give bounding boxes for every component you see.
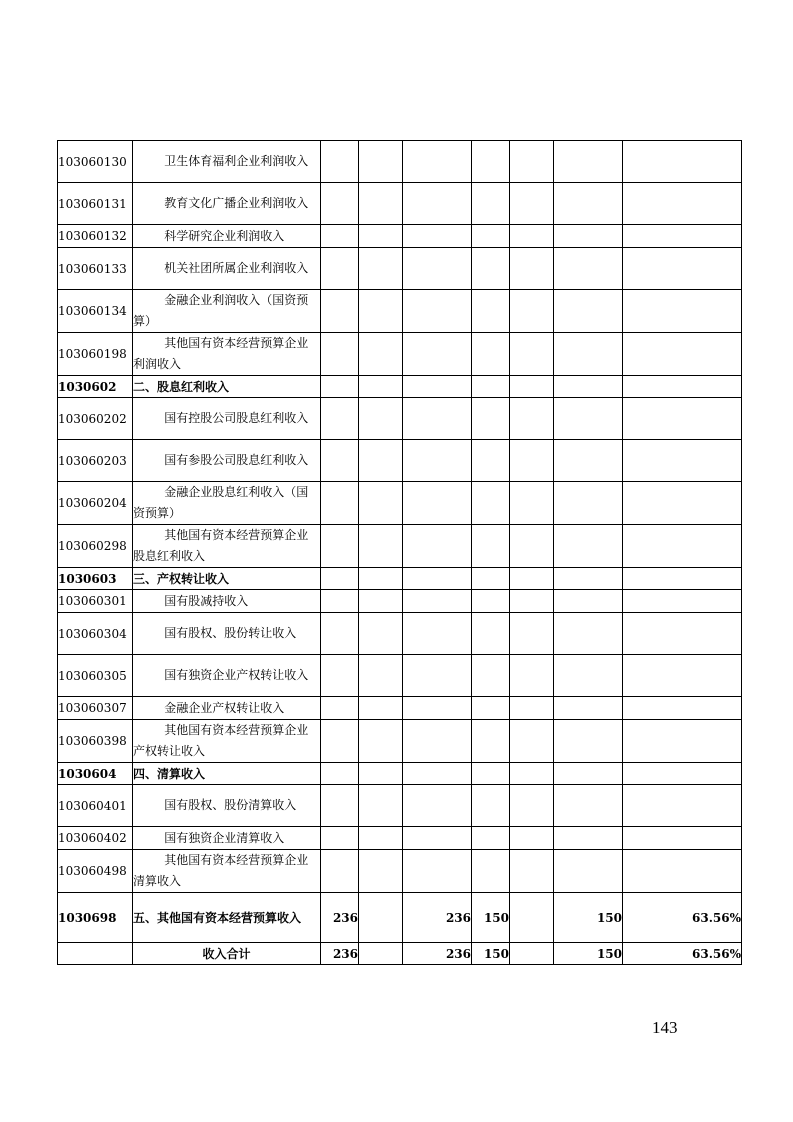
table-row bbox=[58, 655, 742, 697]
value-cell bbox=[472, 440, 510, 482]
value-cell bbox=[403, 785, 472, 827]
value-cell bbox=[554, 850, 623, 893]
row-name bbox=[133, 290, 321, 333]
row-name bbox=[133, 398, 321, 440]
row-name bbox=[133, 141, 321, 183]
value-cell bbox=[623, 697, 742, 720]
row-code: 103060307 bbox=[58, 697, 133, 720]
value-cell bbox=[554, 376, 623, 398]
value-cell bbox=[403, 568, 472, 590]
table-row bbox=[58, 225, 742, 248]
value-cell bbox=[403, 376, 472, 398]
table-row bbox=[58, 525, 742, 568]
value-cell bbox=[321, 333, 359, 376]
value-cell bbox=[321, 827, 359, 850]
row-name-text: 国有控股公司股息红利收入 bbox=[164, 411, 309, 425]
value-cell bbox=[554, 141, 623, 183]
value-cell bbox=[510, 613, 554, 655]
value-cell bbox=[510, 333, 554, 376]
value-cell bbox=[403, 525, 472, 568]
value-cell bbox=[510, 893, 554, 943]
value-cell bbox=[321, 225, 359, 248]
value-cell bbox=[510, 290, 554, 333]
value-cell bbox=[403, 850, 472, 893]
value-cell bbox=[359, 225, 403, 248]
row-name-text: 三、产权转让收入 bbox=[133, 571, 230, 586]
value-cell bbox=[359, 440, 403, 482]
total-value-cell: 150 bbox=[554, 943, 623, 965]
value-cell bbox=[472, 655, 510, 697]
value-cell bbox=[554, 613, 623, 655]
value-cell bbox=[623, 720, 742, 763]
value-cell bbox=[403, 697, 472, 720]
row-code: 103060198 bbox=[58, 333, 133, 376]
row-name bbox=[133, 525, 321, 568]
value-cell bbox=[403, 141, 472, 183]
table-row bbox=[58, 290, 742, 333]
table-row bbox=[58, 893, 742, 943]
row-name bbox=[133, 568, 321, 590]
table-row bbox=[58, 568, 742, 590]
row-name bbox=[133, 827, 321, 850]
row-code: 103060131 bbox=[58, 183, 133, 225]
value-cell bbox=[321, 398, 359, 440]
row-name-text: 其他国有资本经营预算企业产权转让收入 bbox=[133, 723, 309, 758]
value-cell bbox=[510, 398, 554, 440]
row-code: 103060301 bbox=[58, 590, 133, 613]
value-cell bbox=[359, 568, 403, 590]
value-cell bbox=[321, 763, 359, 785]
row-code: 1030604 bbox=[58, 763, 133, 785]
row-code: 103060204 bbox=[58, 482, 133, 525]
value-cell bbox=[359, 613, 403, 655]
table-row bbox=[58, 785, 742, 827]
value-cell bbox=[623, 590, 742, 613]
value-cell bbox=[623, 655, 742, 697]
value-cell bbox=[554, 720, 623, 763]
value-cell bbox=[359, 482, 403, 525]
row-name bbox=[133, 850, 321, 893]
value-cell bbox=[510, 850, 554, 893]
value-cell bbox=[623, 333, 742, 376]
value-cell bbox=[554, 697, 623, 720]
value-cell bbox=[403, 720, 472, 763]
value-cell bbox=[554, 482, 623, 525]
row-name-text: 其他国有资本经营预算企业清算收入 bbox=[133, 853, 309, 888]
value-cell bbox=[510, 827, 554, 850]
value-cell bbox=[321, 697, 359, 720]
value-cell bbox=[403, 225, 472, 248]
total-code-cell bbox=[58, 943, 133, 965]
value-cell bbox=[359, 850, 403, 893]
value-cell: 236 bbox=[321, 893, 359, 943]
total-value-cell: 63.56% bbox=[623, 943, 742, 965]
value-cell bbox=[403, 655, 472, 697]
value-cell bbox=[554, 248, 623, 290]
row-code: 103060398 bbox=[58, 720, 133, 763]
row-name bbox=[133, 482, 321, 525]
value-cell bbox=[510, 225, 554, 248]
row-code: 103060203 bbox=[58, 440, 133, 482]
value-cell bbox=[403, 827, 472, 850]
row-code: 103060402 bbox=[58, 827, 133, 850]
row-name bbox=[133, 440, 321, 482]
value-cell bbox=[510, 482, 554, 525]
value-cell bbox=[472, 183, 510, 225]
value-cell bbox=[472, 290, 510, 333]
value-cell bbox=[321, 482, 359, 525]
value-cell: 236 bbox=[403, 893, 472, 943]
value-cell bbox=[359, 290, 403, 333]
value-cell bbox=[510, 440, 554, 482]
value-cell bbox=[554, 763, 623, 785]
value-cell bbox=[554, 290, 623, 333]
table-body bbox=[58, 141, 742, 965]
value-cell bbox=[554, 183, 623, 225]
value-cell bbox=[554, 655, 623, 697]
value-cell bbox=[623, 141, 742, 183]
value-cell bbox=[403, 482, 472, 525]
value-cell bbox=[321, 590, 359, 613]
row-code: 1030698 bbox=[58, 893, 133, 943]
table-row bbox=[58, 376, 742, 398]
row-name bbox=[133, 697, 321, 720]
value-cell bbox=[359, 525, 403, 568]
value-cell bbox=[472, 225, 510, 248]
value-cell bbox=[623, 613, 742, 655]
row-name-text: 国有股权、股份清算收入 bbox=[164, 798, 297, 812]
table-row bbox=[58, 763, 742, 785]
value-cell bbox=[472, 850, 510, 893]
row-name-text: 金融企业利润收入（国资预算） bbox=[133, 293, 309, 328]
value-cell bbox=[623, 376, 742, 398]
value-cell bbox=[321, 613, 359, 655]
value-cell bbox=[359, 398, 403, 440]
row-code: 103060202 bbox=[58, 398, 133, 440]
row-code: 103060132 bbox=[58, 225, 133, 248]
value-cell bbox=[472, 141, 510, 183]
row-name-text: 其他国有资本经营预算企业股息红利收入 bbox=[133, 528, 309, 563]
value-cell bbox=[403, 763, 472, 785]
row-name bbox=[133, 590, 321, 613]
value-cell bbox=[359, 697, 403, 720]
value-cell: 150 bbox=[472, 893, 510, 943]
value-cell bbox=[403, 290, 472, 333]
value-cell bbox=[554, 590, 623, 613]
row-code: 103060133 bbox=[58, 248, 133, 290]
value-cell bbox=[510, 183, 554, 225]
value-cell bbox=[623, 568, 742, 590]
table-row bbox=[58, 827, 742, 850]
row-name bbox=[133, 893, 321, 943]
row-code: 103060305 bbox=[58, 655, 133, 697]
row-name bbox=[133, 333, 321, 376]
row-code: 1030603 bbox=[58, 568, 133, 590]
value-cell bbox=[623, 248, 742, 290]
value-cell bbox=[403, 333, 472, 376]
value-cell bbox=[321, 720, 359, 763]
value-cell bbox=[359, 141, 403, 183]
value-cell bbox=[554, 398, 623, 440]
value-cell bbox=[472, 697, 510, 720]
value-cell bbox=[403, 613, 472, 655]
table-row bbox=[58, 248, 742, 290]
value-cell bbox=[321, 440, 359, 482]
value-cell bbox=[321, 655, 359, 697]
value-cell bbox=[510, 655, 554, 697]
value-cell bbox=[623, 183, 742, 225]
value-cell bbox=[359, 827, 403, 850]
value-cell bbox=[510, 568, 554, 590]
row-name bbox=[133, 225, 321, 248]
row-name-text: 教育文化广播企业利润收入 bbox=[164, 196, 309, 210]
row-code: 103060130 bbox=[58, 141, 133, 183]
value-cell bbox=[510, 720, 554, 763]
table-row bbox=[58, 141, 742, 183]
value-cell bbox=[554, 827, 623, 850]
value-cell bbox=[359, 785, 403, 827]
value-cell bbox=[510, 525, 554, 568]
value-cell bbox=[510, 697, 554, 720]
value-cell bbox=[472, 482, 510, 525]
value-cell bbox=[510, 248, 554, 290]
value-cell bbox=[472, 827, 510, 850]
budget-revenue-table bbox=[57, 140, 742, 965]
value-cell bbox=[510, 590, 554, 613]
value-cell: 63.56% bbox=[623, 893, 742, 943]
row-name bbox=[133, 763, 321, 785]
value-cell bbox=[321, 183, 359, 225]
table-row bbox=[58, 720, 742, 763]
total-value-cell: 236 bbox=[403, 943, 472, 965]
value-cell bbox=[554, 225, 623, 248]
row-name-text: 金融企业股息红利收入（国资预算） bbox=[133, 485, 309, 520]
table-row bbox=[58, 590, 742, 613]
row-name-text: 二、股息红利收入 bbox=[133, 379, 230, 394]
value-cell bbox=[321, 376, 359, 398]
value-cell bbox=[554, 333, 623, 376]
row-name bbox=[133, 613, 321, 655]
row-name-text: 机关社团所属企业利润收入 bbox=[164, 261, 309, 275]
value-cell bbox=[359, 248, 403, 290]
row-name bbox=[133, 655, 321, 697]
row-name-text: 国有股减持收入 bbox=[164, 593, 249, 608]
value-cell bbox=[359, 376, 403, 398]
table-row bbox=[58, 613, 742, 655]
row-code: 103060134 bbox=[58, 290, 133, 333]
value-cell bbox=[510, 376, 554, 398]
value-cell bbox=[623, 850, 742, 893]
total-value-cell: 150 bbox=[472, 943, 510, 965]
value-cell bbox=[321, 141, 359, 183]
total-value-cell bbox=[510, 943, 554, 965]
row-name bbox=[133, 785, 321, 827]
value-cell bbox=[321, 525, 359, 568]
row-name-text: 其他国有资本经营预算企业利润收入 bbox=[133, 336, 309, 371]
row-code: 103060304 bbox=[58, 613, 133, 655]
value-cell bbox=[359, 763, 403, 785]
value-cell bbox=[359, 655, 403, 697]
row-name bbox=[133, 183, 321, 225]
value-cell bbox=[623, 482, 742, 525]
table-row bbox=[58, 850, 742, 893]
total-label: 收入合计 bbox=[133, 943, 321, 965]
row-name-text: 国有参股公司股息红利收入 bbox=[164, 453, 309, 467]
value-cell bbox=[623, 290, 742, 333]
value-cell bbox=[623, 827, 742, 850]
value-cell bbox=[554, 568, 623, 590]
value-cell bbox=[554, 785, 623, 827]
value-cell bbox=[472, 333, 510, 376]
value-cell bbox=[359, 893, 403, 943]
row-name-text: 国有股权、股份转让收入 bbox=[164, 626, 297, 640]
value-cell bbox=[321, 785, 359, 827]
value-cell bbox=[472, 525, 510, 568]
value-cell bbox=[321, 568, 359, 590]
row-name-text: 四、清算收入 bbox=[133, 766, 206, 781]
value-cell bbox=[321, 290, 359, 333]
value-cell bbox=[623, 440, 742, 482]
value-cell: 150 bbox=[554, 893, 623, 943]
value-cell bbox=[403, 248, 472, 290]
row-name bbox=[133, 720, 321, 763]
value-cell bbox=[472, 720, 510, 763]
row-name-text: 国有独资企业清算收入 bbox=[164, 830, 285, 845]
value-cell bbox=[472, 398, 510, 440]
row-name bbox=[133, 248, 321, 290]
row-name-text: 科学研究企业利润收入 bbox=[164, 228, 285, 243]
value-cell bbox=[510, 141, 554, 183]
value-cell bbox=[359, 333, 403, 376]
value-cell bbox=[321, 248, 359, 290]
value-cell bbox=[623, 763, 742, 785]
row-name-text: 国有独资企业产权转让收入 bbox=[164, 668, 309, 682]
value-cell bbox=[623, 525, 742, 568]
value-cell bbox=[472, 248, 510, 290]
value-cell bbox=[472, 568, 510, 590]
table-row bbox=[58, 183, 742, 225]
row-name-text: 金融企业产权转让收入 bbox=[164, 700, 285, 715]
table-row bbox=[58, 333, 742, 376]
page-number: 143 bbox=[652, 1018, 678, 1037]
value-cell bbox=[403, 440, 472, 482]
value-cell bbox=[403, 590, 472, 613]
value-cell bbox=[359, 183, 403, 225]
row-name bbox=[133, 376, 321, 398]
value-cell bbox=[510, 763, 554, 785]
value-cell bbox=[472, 613, 510, 655]
row-name-text: 卫生体育福利企业利润收入 bbox=[164, 154, 309, 168]
row-name-text: 五、其他国有资本经营预算收入 bbox=[133, 910, 302, 925]
value-cell bbox=[359, 590, 403, 613]
value-cell bbox=[472, 763, 510, 785]
table-row bbox=[58, 398, 742, 440]
row-code: 1030602 bbox=[58, 376, 133, 398]
row-code: 103060298 bbox=[58, 525, 133, 568]
total-value-cell: 236 bbox=[321, 943, 359, 965]
value-cell bbox=[472, 590, 510, 613]
table-row bbox=[58, 697, 742, 720]
value-cell bbox=[623, 785, 742, 827]
value-cell bbox=[510, 785, 554, 827]
value-cell bbox=[359, 720, 403, 763]
value-cell bbox=[472, 376, 510, 398]
value-cell bbox=[623, 398, 742, 440]
table-row bbox=[58, 440, 742, 482]
value-cell bbox=[321, 850, 359, 893]
value-cell bbox=[403, 183, 472, 225]
row-code: 103060401 bbox=[58, 785, 133, 827]
value-cell bbox=[472, 785, 510, 827]
total-row bbox=[58, 943, 742, 965]
value-cell bbox=[623, 225, 742, 248]
total-value-cell bbox=[359, 943, 403, 965]
value-cell bbox=[554, 525, 623, 568]
row-code: 103060498 bbox=[58, 850, 133, 893]
value-cell bbox=[554, 440, 623, 482]
value-cell bbox=[403, 398, 472, 440]
table-row bbox=[58, 482, 742, 525]
